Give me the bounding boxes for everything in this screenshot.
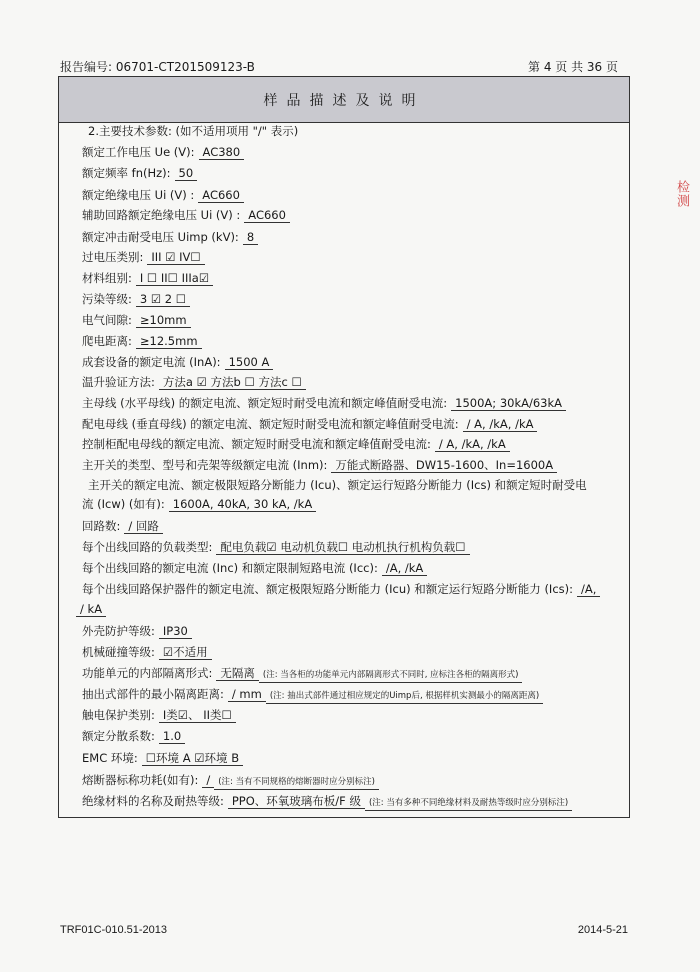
param-label: 材料组别: [82,271,132,285]
param-value: IP30 [159,624,192,639]
param-label: 成套设备的额定电流 (InA): [82,355,221,369]
param-label: 2.主要技术参数: (如不适用项用 "/" 表示) [88,124,299,138]
param-value: PPO、环氧玻璃布板/F 级 [228,794,365,809]
param-value: 1600A, 40kA, 30 kA, /kA [169,497,316,512]
param-label: EMC 环境: [82,751,138,765]
param-label: 配电母线 (垂直母线) 的额定电流、额定短时耐受电流和额定峰值耐受电流: [82,417,459,431]
param-value: III ☑ IV☐ [147,250,204,265]
param-line [82,145,244,160]
param-value: ≥10mm [136,313,191,328]
param-value: 1500 A [225,355,274,370]
param-line [82,519,163,534]
param-value: / kA [76,602,106,617]
param-line [82,773,379,790]
param-line [82,582,600,597]
param-line [82,166,197,181]
param-label: 额定绝缘电压 Ui (V) : [82,188,195,202]
param-label: 外壳防护等级: [82,624,155,638]
param-line [82,666,522,683]
param-note: (注: 当各柜的功能单元内部隔离形式不同时, 应标注各柜的隔离形式) [259,668,523,683]
param-value: 50 [175,166,198,181]
param-line [88,478,587,492]
param-line [82,708,236,723]
param-label: 爬电距离: [82,334,132,348]
param-line [82,188,244,203]
param-line [82,334,202,349]
param-value: / mm [228,687,266,702]
param-label: 触电保护类别: [82,708,155,722]
param-value: 配电负载☑ 电动机负载☐ 电动机执行机构负载☐ [216,540,469,555]
param-line [82,645,212,660]
param-label: 熔断器标称功耗(如有): [82,773,199,787]
param-line [82,417,537,432]
param-line [82,729,185,744]
param-label: 每个出线回路保护器件的额定电流、额定极限短路分断能力 (Icu) 和额定运行短路分断能力 (Ics): [82,582,573,596]
param-label: 额定工作电压 Ue (V): [82,145,195,159]
param-note: (注: 抽出式部件通过相应规定的Uimp后, 根据样机实测最小的隔离距离) [266,689,543,704]
param-line [82,375,306,390]
param-value: I ☐ II☐ IIIa☑ [136,271,213,286]
param-line [82,794,572,811]
param-line [82,561,427,576]
param-value: AC380 [199,145,245,160]
param-label: 绝缘材料的名称及耐热等级: [82,794,224,808]
form-date: 2014-5-21 [577,924,628,936]
param-label: 辅助回路额定绝缘电压 Ui (V) : [82,208,241,222]
form-code: TRF01C-010.51-2013 [60,924,168,936]
param-value: I类☑、 II类☐ [159,708,236,723]
param-line [82,458,557,473]
param-value: AC660 [244,208,290,223]
param-value: ≥12.5mm [136,334,202,349]
param-value: /A, /kA [382,561,427,576]
param-line [82,687,543,704]
param-value: / 回路 [124,519,163,534]
param-value: 方法a ☑ 方法b ☐ 方法c ☐ [159,375,306,390]
param-value: / A, /kA, /kA [435,437,510,452]
param-label: 抽出式部件的最小隔离距离: [82,687,224,701]
param-label: 机械碰撞等级: [82,645,155,659]
param-label: 每个出线回路的负载类型: [82,540,213,554]
param-label: 额定分散系数: [82,729,155,743]
param-line [82,208,290,223]
param-label: 主开关的类型、型号和壳架等级额定电流 (Inm): [82,458,328,472]
param-label: 额定冲击耐受电压 Uimp (kV): [82,230,239,244]
page-indicator: 第 4 页 共 36 页 [528,60,618,74]
param-line [82,497,316,512]
param-label: 流 (Icw) (如有): [82,497,165,511]
param-value: 万能式断路器、DW15-1600、In=1600A [331,458,557,473]
param-value: ☑不适用 [159,645,212,660]
param-value: / A, /kA, /kA [463,417,538,432]
param-label: 每个出线回路的额定电流 (Inc) 和额定限制短路电流 (Icc): [82,561,378,575]
param-value: / [202,773,214,788]
param-value: 1500A; 30kA/63kA [451,396,566,411]
param-label: 污染等级: [82,292,132,306]
param-line [82,292,190,307]
param-label: 过电压类别: [82,250,144,264]
param-note: (注: 当有多种不同绝缘材料及耐热等级时应分别标注) [365,796,572,811]
param-value: 无隔离 [216,666,259,681]
param-label: 主母线 (水平母线) 的额定电流、额定短时耐受电流和额定峰值耐受电流: [82,396,448,410]
param-line [82,355,273,370]
param-value: AC660 [198,188,244,203]
param-label: 主开关的额定电流、额定极限短路分断能力 (Icu)、额定运行短路分断能力 (Ics) 和额定短时耐受电 [88,478,587,492]
param-line [72,602,106,617]
inspection-stamp: 检测 [674,180,689,208]
param-line [88,124,298,138]
param-line [82,250,205,265]
param-label: 温升验证方法: [82,375,155,389]
param-label: 功能单元的内部隔离形式: [82,666,213,680]
param-label: 电气间隙: [82,313,132,327]
report-number: 报告编号: 06701-CT201509123-B [60,60,255,74]
param-label: 额定频率 fn(Hz): [82,166,171,180]
param-value: 1.0 [159,729,185,744]
param-line [82,540,470,555]
param-line [82,437,510,452]
param-value: 3 ☑ 2 ☐ [136,292,190,307]
param-label: 控制柜配电母线的额定电流、额定短时耐受电流和额定峰值耐受电流: [82,437,431,451]
param-line [82,230,258,245]
box-title: 样品描述及说明 [59,77,629,123]
param-value: ☐环境 A ☑环境 B [142,751,243,766]
param-value: 8 [243,230,258,245]
param-line [82,624,192,639]
param-note: (注: 当有不同规格的熔断器时应分别标注) [214,775,379,790]
param-line [82,396,566,411]
param-value: /A, [577,582,600,597]
param-line [82,271,213,286]
param-line [82,313,191,328]
param-label: 回路数: [82,519,121,533]
param-line [82,751,243,766]
